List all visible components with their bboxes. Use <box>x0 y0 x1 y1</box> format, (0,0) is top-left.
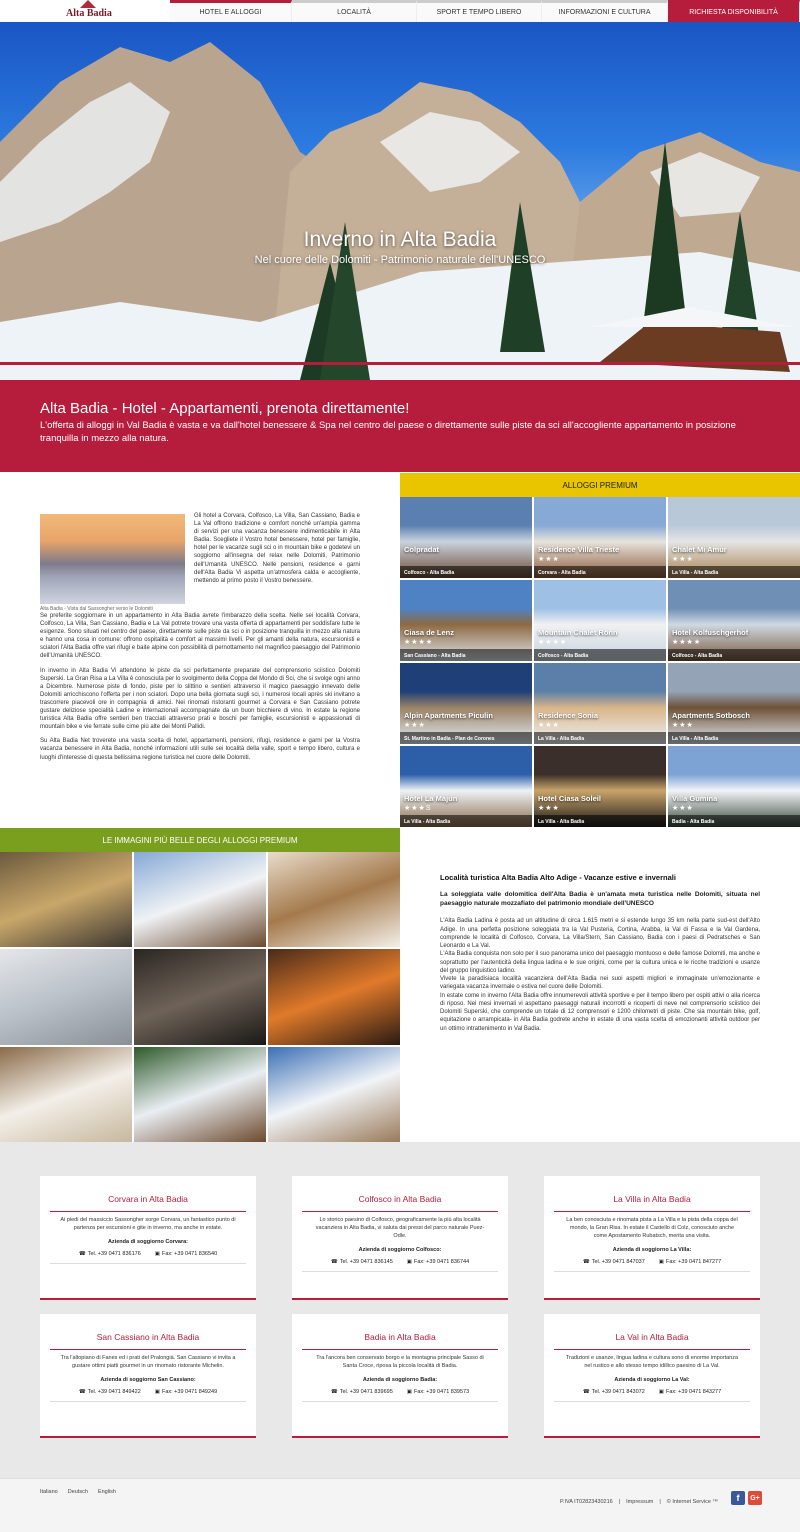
locality-paragraph: In estate come in inverno l'Alta Badia offre innumerevoli attività sportive e per il tempo libero per ospiti attivi o alla ricerca di riposo. Nei mesi invernali vi aspettano paesaggi naturali incorrotti e ricoperti di neve nel comprensorio sciistico dei Dolomiti Superski, che comprende un totale di 12 comprensori e 1200 chilometri di piste. Che sia mountain bike, golf, equitazione o arrampicata- in Alta Badia godrete anche in estate di una vasta scelta di emozionanti attività outdoor per un ottimo intrattenimento in Val Badia. <box>440 992 760 1032</box>
premium-card[interactable] <box>534 497 666 578</box>
premium-card-name: Hotel Ciasa Soleil <box>538 794 601 803</box>
premium-card-name: Ciasa de Lenz <box>404 628 455 637</box>
premium-card-stars: ★★★S <box>404 805 432 812</box>
article-body <box>40 612 360 768</box>
premium-card-stars: ★★★★ <box>672 639 702 646</box>
gallery-image[interactable] <box>0 852 132 947</box>
premium-card[interactable] <box>668 663 800 744</box>
village-card-text: Tra l'altopiano di Fanes ed i prati del Pralongià. San Cassiano vi invita a gustare ottimi piatti gourmet in un rinomato ristorante Michelin. <box>60 1355 236 1369</box>
google-plus-icon[interactable]: G+ <box>748 1491 762 1505</box>
village-card-agency: Azienda di soggiorno San Cassiano: <box>100 1376 196 1383</box>
credit-link[interactable]: © Internet Service ™ <box>666 1499 718 1505</box>
article-image-caption: Alta Badia - Vista dal Sassongher verso le Dolomiti <box>40 606 153 612</box>
nav-sport[interactable]: SPORT E TEMPO LIBERO <box>417 0 542 22</box>
village-card <box>544 1176 760 1300</box>
gallery-image[interactable] <box>0 949 132 1044</box>
gallery-image[interactable] <box>134 949 266 1044</box>
logo-mountain-icon <box>80 0 96 8</box>
fax-icon: ▣ <box>406 1388 412 1395</box>
premium-card-name: Hotel La Majun <box>404 794 458 803</box>
article-paragraph: In inverno in Alta Badia Vi attendono le piste da sci perfettamente preparate del comprensorio sciistico Dolomiti Superski. La Gran Risa a La Villa è conosciuta per lo svolgimento della Coppa del Mondo di Sci, che si svolge ogni anno a Dicembre. Numerose piste di fondo, piste per lo slittino e sentieri attraverso il magico paesaggio innevato delle Dolomiti arricchiscono l'offerta per i non sciatori. Dopo una bella giornata sugli sci, i numerosi locali après ski invitano a trascorrere piacevoli ore in compagnia di amici. Nei rinomati ristoranti gourmet a Corvara e San Cassiano potrete gustare deliziose specialità Ladine e internazionali accompagnate da un buon bicchiere di vino. In estate la regione turistica Alta Badia offre sentieri ben tracciati attraverso prati e boschi per famiglie, escursionisti e appassionati di mountain bike e vie ferrate sulle cime più alte dei Monti Pallidi. <box>40 667 360 731</box>
premium-card[interactable] <box>668 580 800 661</box>
premium-card-name: Residence Sonia <box>538 711 599 720</box>
phone-link[interactable]: ☎ Tel. +39 0471 839695 <box>330 1388 393 1395</box>
fax-icon: ▣ <box>154 1388 160 1395</box>
lang-italiano[interactable]: Italiano <box>40 1489 58 1495</box>
village-card-title[interactable]: San Cassiano in Alta Badia <box>96 1332 200 1342</box>
village-card-agency: Azienda di soggiorno Badia: <box>362 1376 438 1383</box>
hero-title: Inverno in Alta Badia <box>303 228 497 251</box>
premium-card[interactable] <box>534 746 666 827</box>
intro-band <box>0 380 800 472</box>
village-card <box>292 1314 508 1438</box>
village-card-title[interactable]: La Val in Alta Badia <box>615 1332 689 1342</box>
premium-card-location: La Villa - Alta Badia <box>672 570 719 576</box>
phone-link[interactable]: ☎ Tel. +39 0471 849422 <box>78 1388 141 1395</box>
premium-card-stars: ★★★ <box>672 805 694 812</box>
premium-card-location: Badia - Alta Badia <box>672 819 715 825</box>
premium-card-stars: ★★★ <box>538 556 560 563</box>
footer-info: P.IVA IT02823430216 | Impressum | © Internet Service ™ <box>560 1499 718 1505</box>
premium-card-location: La Villa - Alta Badia <box>538 736 585 742</box>
language-switcher <box>40 1489 116 1495</box>
nav-hotel-alloggi[interactable]: HOTEL E ALLOGGI <box>170 0 292 22</box>
phone-icon: ☎ <box>78 1250 86 1257</box>
premium-card-name: Hotel Kolfuschgerhof <box>672 628 749 637</box>
locality-paragraph: Vivete la paradisiaca località vacanziera dell'Alta Badia nei suoi aspetti migliori e immaginate un'emozionante e variegata vacanza invernale o estiva nel cuore delle Dolomiti. <box>440 976 760 991</box>
phone-link[interactable]: ☎ Tel. +39 0471 836145 <box>330 1258 393 1265</box>
lang-english[interactable]: English <box>97 1489 116 1495</box>
premium-card-stars: ★★★ <box>538 722 560 729</box>
gallery-image[interactable] <box>134 1047 266 1142</box>
phone-link[interactable]: ☎ Tel. +39 0471 847037 <box>582 1258 645 1265</box>
village-card-text: Tra l'ancora ben conservato borgo e la montagna principale Sasso di Santa Croce, riposa la piccola località di Badia. <box>316 1355 484 1369</box>
premium-card-name: Alpin Apartments Piculin <box>404 711 493 720</box>
premium-card-location: Colfosco - Alta Badia <box>404 570 455 576</box>
nav-localita[interactable]: LOCALITÀ <box>292 0 417 22</box>
premium-card[interactable] <box>400 497 532 578</box>
premium-card[interactable] <box>534 580 666 661</box>
intro-text: L'offerta di alloggi in Val Badia è vasta e va dall'hotel benessere & Spa nel centro del paese o direttamente sulle piste da sci all'accogliente appartamento in posizione tranquilla in mezzo alla natura. <box>40 420 736 444</box>
nav-informazioni[interactable]: INFORMAZIONI E CULTURA <box>542 0 668 22</box>
premium-heading: ALLOGGI PREMIUM <box>400 473 800 497</box>
fax-info: ▣ Fax: +39 0471 847277 <box>658 1258 722 1265</box>
fax-info: ▣ Fax: +39 0471 843277 <box>658 1388 722 1395</box>
impressum-link[interactable]: Impressum <box>626 1499 654 1505</box>
premium-card-name: Villa Gumina <box>672 794 718 803</box>
site-logo[interactable] <box>50 0 170 22</box>
phone-icon: ☎ <box>330 1388 338 1395</box>
locality-title: Località turistica Alta Badia Alto Adige - Vacanze estive e invernali <box>440 873 676 882</box>
facebook-icon[interactable]: f <box>731 1491 745 1505</box>
premium-card-location: Colfosco - Alta Badia <box>538 653 589 659</box>
premium-card-name: Mountain Chalet Rönn <box>538 628 618 637</box>
village-cards <box>0 1142 800 1478</box>
village-card-agency: Azienda di soggiorno La Val: <box>614 1376 690 1383</box>
premium-card-name: Colpradat <box>404 545 440 554</box>
premium-card-name: Chalet Mi Amur <box>672 545 727 554</box>
village-card-agency: Azienda di soggiorno La Villa: <box>612 1246 692 1253</box>
fax-icon: ▣ <box>406 1258 412 1265</box>
locality-lead: La soleggiata valle dolomitica dell'Alta Badia è un'amata meta turistica nelle Dolomiti, situata nel paesaggio naturale mozzafiato del patrimonio mondiale dell'UNESCO <box>440 891 760 908</box>
hero-mountain-image <box>0 22 800 380</box>
fax-info: ▣ Fax: +39 0471 849249 <box>154 1388 218 1395</box>
locality-paragraph: L'Alta Badia Ladina è posta ad un altitudine di circa 1.615 metri e si estende lungo 35 km nella parte sud-est dell'Alto Adige. In una perfetta posizione soleggiata tra la Val Pusteria, Cortina, Arabba, la Val di Fassa e la Val Gardena, comprende le località di Colfosco, Corvara, La Villa/Stern, San Cassiano, Badia con i paesi di Pedratsches e San Leonardo e La Val. <box>440 918 760 950</box>
premium-card-stars: ★★★ <box>538 805 560 812</box>
article-paragraph: Se preferite soggiornare in un appartamento in Alta Badia avrete l'imbarazzo della scelta. Nelle sei località Corvara, Colfosco, La Villa, San Cassiano, Badia e La Val potrete trovare una vasta offerta di appartamenti per soddisfare tutte le esigenze. Sono situati nel centro del paese, direttamente sulle piste da sci o in posizione tranquilla in mezzo alla natura e hanno una cosa in comune: offrono ospitalità e comfort ai massimi livelli. Per gli amanti della natura, escursionisti e sciatori l'Alta Badia offre vari rifugi e baite alpine con possibilità di pernottamento nel magnifico paesaggio del Patrimonio dell'Umanità UNESCO. <box>40 613 360 660</box>
village-card-title[interactable]: Badia in Alta Badia <box>364 1332 436 1342</box>
premium-card[interactable] <box>400 580 532 661</box>
village-card-title[interactable]: La Villa in Alta Badia <box>613 1194 691 1204</box>
footer <box>0 1478 800 1532</box>
premium-card-stars: ★★★ <box>672 556 694 563</box>
village-card <box>40 1314 256 1438</box>
premium-card[interactable] <box>400 663 532 744</box>
lang-deutsch[interactable]: Deutsch <box>67 1489 88 1495</box>
fax-info: ▣ Fax: +39 0471 836744 <box>406 1258 470 1265</box>
fax-info: ▣ Fax: +39 0471 839573 <box>406 1388 470 1395</box>
article-image <box>40 514 185 604</box>
premium-card-location: La Villa - Alta Badia <box>404 819 451 825</box>
village-card-agency: Azienda di soggiorno Corvara: <box>107 1238 189 1245</box>
logo-text: Alta Badia <box>66 8 112 19</box>
premium-card-location: La Villa - Alta Badia <box>672 736 719 742</box>
premium-card-location: St. Martino in Badia - Plan de Corones <box>404 736 495 742</box>
hero-banner <box>0 22 800 380</box>
gallery-image[interactable] <box>268 852 400 947</box>
phone-icon: ☎ <box>582 1258 590 1265</box>
premium-card-stars: ★★★ <box>672 722 694 729</box>
premium-card-stars: ★★★★ <box>538 639 568 646</box>
village-card-title[interactable]: Corvara in Alta Badia <box>108 1194 188 1204</box>
hero-subtitle: Nel cuore delle Dolomiti - Patrimonio naturale dell'UNESCO <box>254 254 546 266</box>
gallery-heading: LE IMMAGINI PIÙ BELLE DEGLI ALLOGGI PREMIUM <box>0 828 400 852</box>
fax-info: ▣ Fax: +39 0471 836540 <box>154 1250 218 1257</box>
fax-icon: ▣ <box>154 1250 160 1257</box>
premium-card[interactable] <box>668 497 800 578</box>
vat-number: P.IVA IT02823430216 <box>560 1499 613 1505</box>
article-paragraph: Su Alta Badia Net troverete una vasta scelta di hotel, appartamenti, pensioni, rifugi, residence e garni per la Vostra vacanza benessere in Alta Badia, nonché informazioni utili sulle sei località della valle, sport e tempo libero, cultura e luoghi d'interesse di questa bellissima regione turistica nel cuore delle Dolomiti. <box>40 738 360 761</box>
phone-icon: ☎ <box>582 1388 590 1395</box>
village-card-text: Lo storico paesino di Colfosco, geograficamente la più alta località vacanziera in Alta Badia, vi saluta dai pressi del parco naturale Puez- Odle. <box>315 1217 485 1239</box>
phone-icon: ☎ <box>78 1388 86 1395</box>
village-card-title[interactable]: Colfosco in Alta Badia <box>358 1194 442 1204</box>
village-card <box>40 1176 256 1300</box>
fax-icon: ▣ <box>658 1258 664 1265</box>
village-card-text: Tradizioni e usanze, lingua ladina e cultura sono di enorme importanza nel rustico e allo stesso tempo idillico paesino di La Val. <box>565 1355 739 1369</box>
locality-paragraph: L'Alta Badia conquista non solo per il suo panorama unico del paesaggio montuoso e delle famose Dolomiti, ma anche e soprattutto per l'autenticità della lingua ladina e le sue origini, come per la cultura unica e le ricche tradizioni e usanze del gruppo linguistico ladino. <box>440 951 761 974</box>
village-card-agency: Azienda di soggiorno Colfosco: <box>358 1246 442 1253</box>
premium-card[interactable] <box>534 663 666 744</box>
fax-icon: ▣ <box>658 1388 664 1395</box>
premium-card-location: San Cassiano - Alta Badia <box>404 653 466 659</box>
premium-card-location: La Villa - Alta Badia <box>538 819 585 825</box>
village-card-text: Ai piedi del massiccio Sassongher sorge Corvara, un fantastico punto di partenza per escursioni e gite in inverno, ma anche in estate. <box>60 1217 236 1231</box>
gallery-image[interactable] <box>0 1047 132 1142</box>
site-header <box>0 0 800 22</box>
premium-card-stars: ★★★ <box>404 722 426 729</box>
hero-divider <box>0 362 800 365</box>
phone-icon: ☎ <box>330 1258 338 1265</box>
premium-grid <box>400 497 800 827</box>
village-card-text: La ben conosciuta e rinomata pista a La Villa e la pista della coppa del mondo, la Gran Risa. In estate il Castello di Colz, conosciuto anche come Apostamento Rubatsch, merita una visita. <box>566 1217 738 1239</box>
locality-section <box>440 873 760 1033</box>
premium-card-location: Corvara - Alta Badia <box>538 570 586 576</box>
premium-card-name: Residence Villa Trieste <box>538 545 620 554</box>
gallery-image[interactable] <box>268 949 400 1044</box>
village-card <box>544 1314 760 1438</box>
nav-richiesta-button[interactable]: RICHIESTA DISPONIBILITÀ <box>668 0 800 22</box>
premium-card[interactable] <box>400 746 532 827</box>
main-nav <box>170 0 800 22</box>
premium-card-location: Colfosco - Alta Badia <box>672 653 723 659</box>
phone-link[interactable]: ☎ Tel. +39 0471 843072 <box>582 1388 645 1395</box>
gallery-image[interactable] <box>268 1047 400 1142</box>
gallery-grid <box>0 852 400 1142</box>
premium-card-name: Apartments Sotbosch <box>672 711 750 720</box>
gallery-image[interactable] <box>134 852 266 947</box>
intro-title: Alta Badia - Hotel - Appartamenti, prenota direttamente! <box>40 400 410 417</box>
village-card <box>292 1176 508 1300</box>
premium-card-stars: ★★★★ <box>404 639 434 646</box>
premium-card[interactable] <box>668 746 800 827</box>
article-paragraph: Gli hotel a Corvara, Colfosco, La Villa, San Cassiano, Badia e La Val offrono tradizione e comfort nonché un'ampia gamma di servizi per una vacanza benessere indimenticabile in Alta Badia. Scegliete il Vostro hotel benessere, hotel per famiglie, hotel per le vacanze sugli sci o in mountain bike e godetevi un soggiorno all'insegna del relax nelle Dolomiti, Patrimonio dell'Umanità UNESCO. Nelle pensioni, residence e garni dell'Alta Badia Vi aspetta un'atmosfera calda e accogliente, mettendo al primo posto il Vostro benessere. <box>194 513 360 584</box>
phone-link[interactable]: ☎ Tel. +39 0471 836176 <box>78 1250 141 1257</box>
